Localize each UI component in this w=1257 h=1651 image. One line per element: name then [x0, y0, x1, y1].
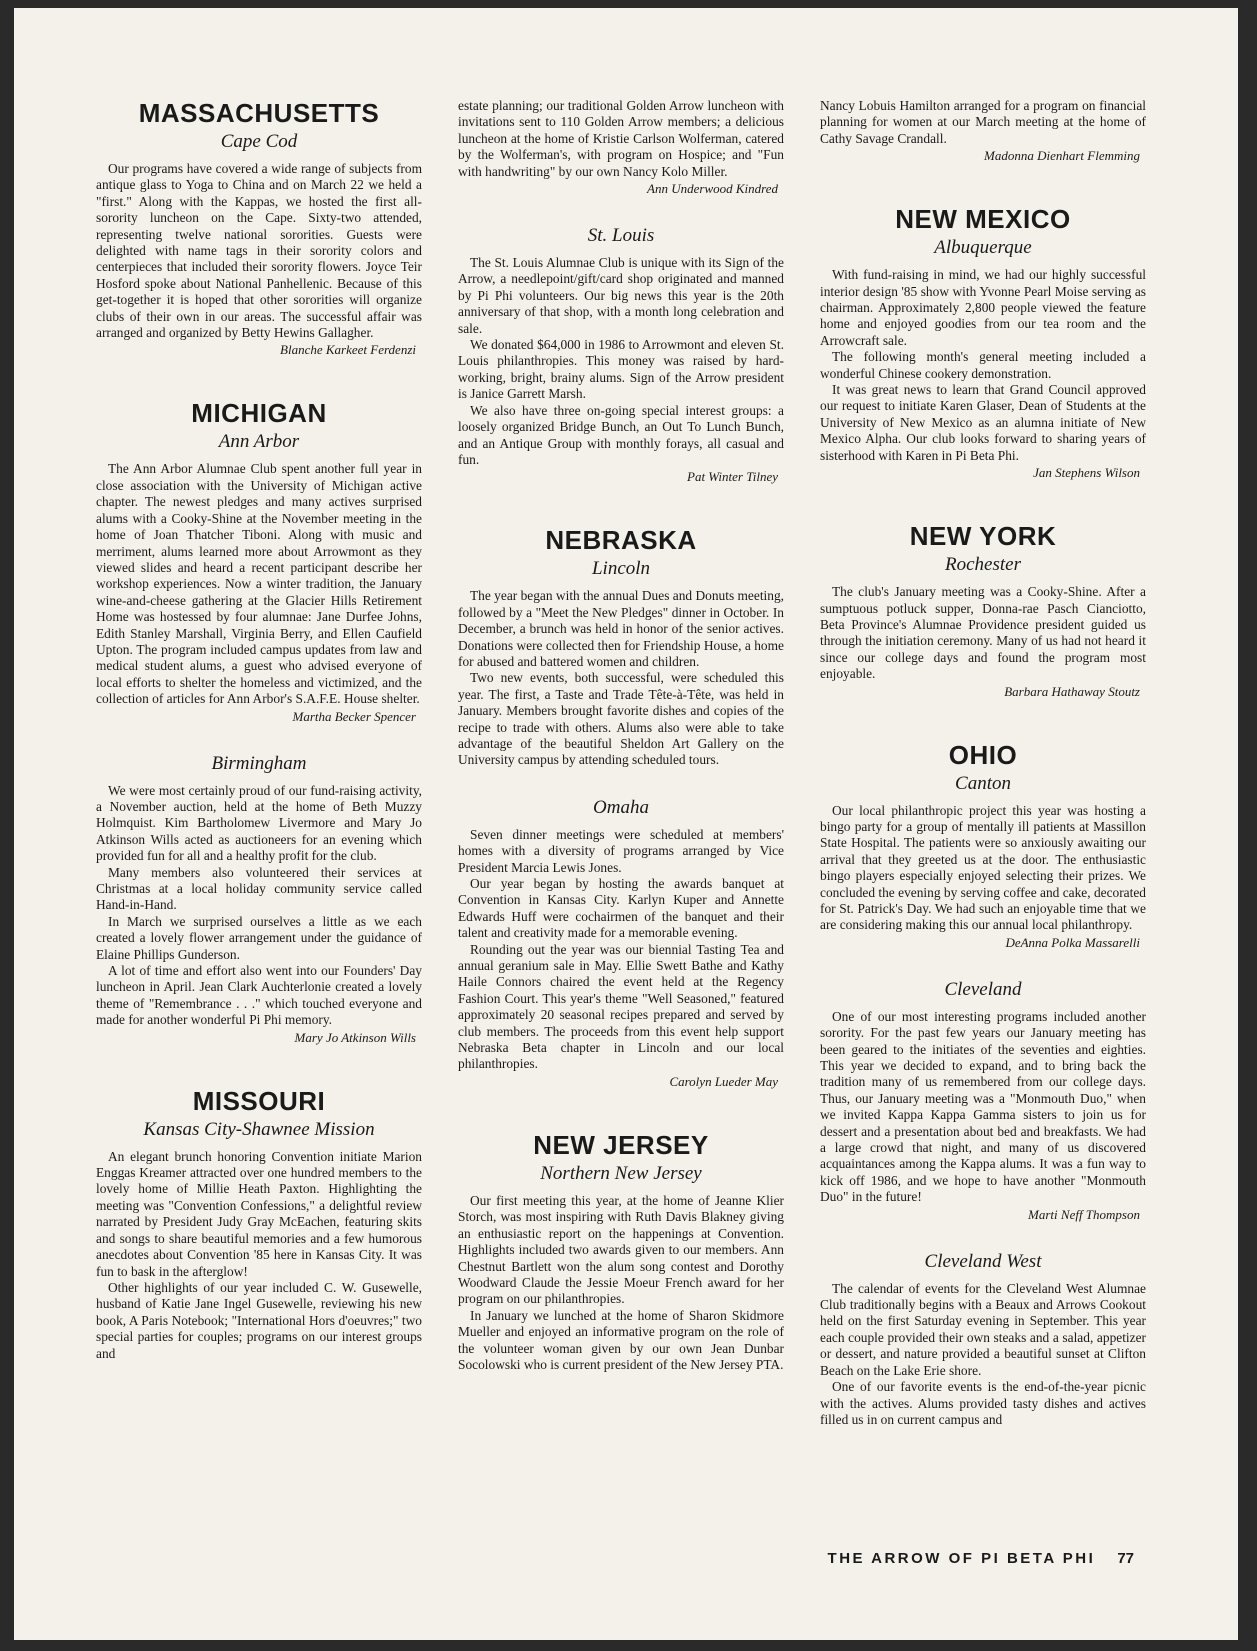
article-paragraph: Seven dinner meetings were scheduled at members' homes with a diversity of programs arranged by Vice President Marcia Lewis Jones.: [458, 826, 784, 875]
author-signature: Marti Neff Thompson: [1028, 1206, 1140, 1222]
article-paragraph: estate planning; our traditional Golden Arrow luncheon with invitations sent to 110 Golden Arrow members; a delicious luncheon at the home of Kristie Carlson Wolferman, catered by the Wolferman's, with program on Hospice; and "Fun with handwriting" by our own Nancy Kolo Miller.: [458, 98, 784, 179]
author-signature: Barbara Hathaway Stoutz: [1004, 683, 1140, 699]
author-signature: Mary Jo Atkinson Wills: [294, 1029, 416, 1045]
article-paragraph: An elegant brunch honoring Convention initiate Marion Enggas Kreamer attracted over one hundred members to the lovely home of Millie Heath Paxton. Highlighting the meeting was "Convention Confessions," a delightful review narrated by President Judy Gray McEachen, featuring skits and songs to share beautiful memories and a few humorous anecdotes about Convention '85 here in Kansas City. It was fun to bask in the afterglow!: [96, 1148, 422, 1279]
club-heading: St. Louis: [587, 225, 655, 247]
article-paragraph: Rounding out the year was our biennial Tasting Tea and annual geranium sale in May. Ellie Swett Bathe and Kathy Haile Connors chaired the event held at the Regency Fashion Court. This year's theme "Well Seasoned," featured approximately 20 seasonal recipes prepared and served by club members. The proceeds from this event help support Nebraska Beta chapter in Lincoln and our local philanthropies.: [458, 941, 784, 1072]
article-paragraph: The year began with the annual Dues and Donuts meeting, followed by a "Meet the New Pledges" dinner in October. In December, a brunch was held in honor of the senior actives. Donations were collected then for Friendship House, a home for abused and battered women and children.: [458, 588, 784, 669]
column-3: [820, 98, 1146, 1428]
article-paragraph: A lot of time and effort also went into our Founders' Day luncheon in April. Jean Clark Auchterlonie created a lovely theme of "Remembrance . . ." which touched everyone and made for another wonderful Pi Phi memory.: [96, 963, 422, 1028]
club-heading: Northern New Jersey: [540, 1162, 702, 1184]
article-paragraph: Our first meeting this year, at the home of Jeanne Klier Storch, was most inspiring with Ruth Davis Blakney giving an enthusiastic report on the happenings at Convention. Highlights included two awards given to our members. Ann Chestnut Bartlett won the alum song contest and Dorothy Woodward Claude the Jessie Moeur French award for her program on our philanthropies.: [458, 1192, 784, 1307]
article-paragraph: The St. Louis Alumnae Club is unique with its Sign of the Arrow, a needlepoint/gift/card shop originated and manned by Pi Phi volunteers. Our big news this year is the 20th anniversary of that shop, with a month long celebration and sale.: [458, 255, 784, 336]
article-paragraph: Nancy Lobuis Hamilton arranged for a program on financial planning for women at our March meeting at the home of Cathy Savage Crandall.: [820, 98, 1146, 146]
page-number: 77: [1117, 1550, 1134, 1567]
author-signature: Blanche Karkeet Ferdenzi: [280, 342, 416, 358]
article-paragraph: Our programs have covered a wide range of subjects from antique glass to Yoga to China and on March 22 we held a "first." Along with the Kappas, we hosted the first all-sorority luncheon on the Cape. Sixty-two attended, representing twelve national sororities. Guests were delighted with name tags in their sorority colors and centerpieces that included their sorority flowers. Joyce Teir Hosford spoke about National Panhellenic. Because of this get-together it is hoped that other sororities will organize clubs of their own in our areas. The successful affair was arranged and organized by Betty Hewins Gallagher.: [96, 161, 422, 341]
author-signature: Carolyn Lueder May: [669, 1073, 778, 1089]
section-spacer: [820, 951, 1146, 979]
article-paragraph: It was great news to learn that Grand Council approved our request to initiate Karen Glaser, Dean of Students at the University of New Mexico as an alumna initiate of New Mexico Alpha. Our club looks forward to sharing years of sisterhood with Karen in Pi Beta Phi.: [820, 382, 1146, 463]
state-heading: MASSACHUSETTS: [138, 98, 380, 128]
state-heading: MISSOURI: [192, 1085, 326, 1116]
club-heading: Cleveland West: [924, 1250, 1042, 1272]
column-1: [96, 98, 422, 1362]
author-signature: Ann Underwood Kindred: [647, 181, 778, 197]
article-paragraph: One of our most interesting programs included another sorority. For the past few years our January meeting has been geared to the initiates of the seventies and eighties. This year we decided to expand, and to bring back the tradition many of us remembered from our college days. Thus, our January meeting was a "Monmouth Duo," when we invited Kappa Kappa Gamma sisters to join us for dessert and a presentation about bed and breakfasts. We had a large crowd that night, and many of us discovered acquaintances among the Kappa alums. It was a fun way to kick off 1986, and we hope to have another "Monmouth Duo" in the future!: [820, 1008, 1146, 1205]
state-heading: NEW MEXICO: [895, 204, 1071, 235]
author-signature: Jan Stephens Wilson: [1033, 465, 1140, 481]
article-paragraph: The Ann Arbor Alumnae Club spent another full year in close association with the University of Michigan active chapter. The newest pledges and many actives surprised alums with a Cooky-Shine at the November meeting in the home of Joan Thatcher Tiboni. Along with music and merriment, alums learned more about Arrowmont as they viewed slides and heard a recent participant describe her workshop experiences. Now a winter tradition, the January wine-and-cheese gathering at the Glacier Hills Retirement Home was hostessed by four alumnae: Jane Durfee Johns, Edith Stanley Marshall, Virginia Berry, and Ellen Caufield Upton. The program included campus updates from law and medical student alums, a guest who advised everyone of local efforts to shelter the homeless and victimized, and the collection of articles for Ann Arbor's S.A.F.E. House shelter.: [96, 461, 422, 707]
page-footer: [828, 1550, 1134, 1567]
section-spacer: [458, 769, 784, 797]
club-heading: Birmingham: [211, 752, 307, 774]
article-paragraph: The club's January meeting was a Cooky-Shine. After a sumptuous potluck supper, Donna-rae Pasch Cianciotto, Beta Province's Alumnae Providence president guided us through the initiation ceremony. Many of us had not heard it since our college days and found the program most enjoyable.: [820, 584, 1146, 682]
author-signature: Madonna Dienhart Flemming: [984, 148, 1140, 164]
article-paragraph: Two new events, both successful, were scheduled this year. The first, a Taste and Trade Tête-à-Tête, was held in January. Members brought favorite dishes and copies of the recipe to trade with others. Alums also were able to take advantage of the beautiful Sheldon Art Gallery on the University campus by attending scheduled tours.: [458, 670, 784, 768]
club-heading: Lincoln: [591, 558, 651, 580]
section-spacer: [96, 725, 422, 753]
section-spacer: [820, 164, 1146, 204]
state-heading: MICHIGAN: [191, 398, 327, 429]
section-spacer: [820, 700, 1146, 740]
article-paragraph: With fund-raising in mind, we had our highly successful interior design '85 show with Yvonne Pearl Moise serving as chairman. Approximately 2,800 people viewed the feature home and enjoyed goodies from our tea room and the Arrowcraft sale.: [820, 267, 1146, 348]
state-heading: NEW JERSEY: [533, 1129, 709, 1160]
author-signature: Pat Winter Tilney: [687, 469, 778, 485]
article-paragraph: Our local philanthropic project this year was hosting a bingo party for a group of mentally ill patients at Massillon State Hospital. The patients were so anxiously awaiting our arrival that they greeted us at the door. The enthusiastic bingo players especially enjoyed selecting their prizes. We concluded the evening by serving coffee and cake, decorated for St. Patrick's Day. We had such an enjoyable time that we are considering making this our annual local philanthropy.: [820, 802, 1146, 933]
club-heading: Cape Cod: [220, 131, 298, 152]
magazine-page: [14, 8, 1238, 1640]
article-paragraph: Many members also volunteered their services at Christmas at a local holiday community service called Hand-in-Hand.: [96, 864, 422, 913]
article-paragraph: The following month's general meeting included a wonderful Chinese cookery demonstration.: [820, 349, 1146, 381]
state-heading: NEBRASKA: [545, 525, 697, 556]
club-heading: Rochester: [945, 554, 1021, 576]
club-heading: Kansas City-Shawnee Mission: [143, 1118, 375, 1140]
article-paragraph: We also have three on-going special interest groups: a loosely organized Bridge Bunch, an Out To Lunch Bunch, and an Antique Group with monthly forays, all casual and fun.: [458, 402, 784, 467]
section-spacer: [96, 1046, 422, 1086]
article-paragraph: In January we lunched at the home of Sharon Skidmore Mueller and enjoyed an informative program on the role of the volunteer woman given by our own Jean Dunbar Socolowski who is current president of the New Jersey PTA.: [458, 1307, 784, 1372]
column-2: [458, 98, 784, 1373]
section-spacer: [96, 358, 422, 398]
article-paragraph: The calendar of events for the Cleveland West Alumnae Club traditionally begins with a Beaux and Arrows Cookout held on the first Saturday evening in September. This year each couple provided their own steaks and a salad, appetizer or dessert, and nature provided a beautiful sunset at Clifton Beach on the Lake Erie shore.: [820, 1280, 1146, 1378]
state-heading: NEW YORK: [909, 521, 1057, 552]
club-heading: Albuquerque: [934, 237, 1032, 259]
section-spacer: [458, 485, 784, 525]
section-spacer: [458, 197, 784, 225]
article-paragraph: We donated $64,000 in 1986 to Arrowmont and eleven St. Louis philanthropies. This money was raised by hard-working, bright, brainy alums. Sign of the Arrow president is Janice Garrett Marsh.: [458, 337, 784, 402]
club-heading: Omaha: [593, 796, 649, 818]
article-paragraph: One of our favorite events is the end-of-the-year picnic with the actives. Alums provided tasty dishes and actives filled us in on current campus and: [820, 1379, 1146, 1427]
club-heading: Canton: [955, 772, 1011, 794]
publication-title: THE ARROW OF PI BETA PHI: [827, 1550, 1096, 1567]
section-spacer: [820, 1223, 1146, 1251]
club-heading: Ann Arbor: [218, 431, 300, 453]
author-signature: DeAnna Polka Massarelli: [1005, 934, 1140, 950]
article-paragraph: We were most certainly proud of our fund-raising activity, a November auction, held at the home of Beth Muzzy Holmquist. Kim Bartholomew Livermore and Mary Jo Atkinson Wills acted as auctioneers for an evening which provided fun for all and a healthy profit for the club.: [96, 782, 422, 864]
state-heading: OHIO: [948, 739, 1018, 770]
article-paragraph: Other highlights of our year included C. W. Gusewelle, husband of Katie Jane Ingel Gusewelle, reviewing his new book, A Paris Notebook; "International Hors d'oeuvres;" two special parties for couples; programs on our interest groups and: [96, 1279, 422, 1361]
article-paragraph: Our year began by hosting the awards banquet at Convention in Kansas City. Karlyn Kuper and Annette Edwards Huff were cochairmen of the banquet and their talent and creativity made for a memorable evening.: [458, 876, 784, 941]
section-spacer: [458, 1090, 784, 1130]
author-signature: Martha Becker Spencer: [292, 708, 416, 724]
club-heading: Cleveland: [944, 978, 1022, 1000]
article-paragraph: In March we surprised ourselves a little as we each created a lovely flower arrangement under the guidance of Elaine Phillips Gunderson.: [96, 913, 422, 962]
section-spacer: [820, 481, 1146, 521]
